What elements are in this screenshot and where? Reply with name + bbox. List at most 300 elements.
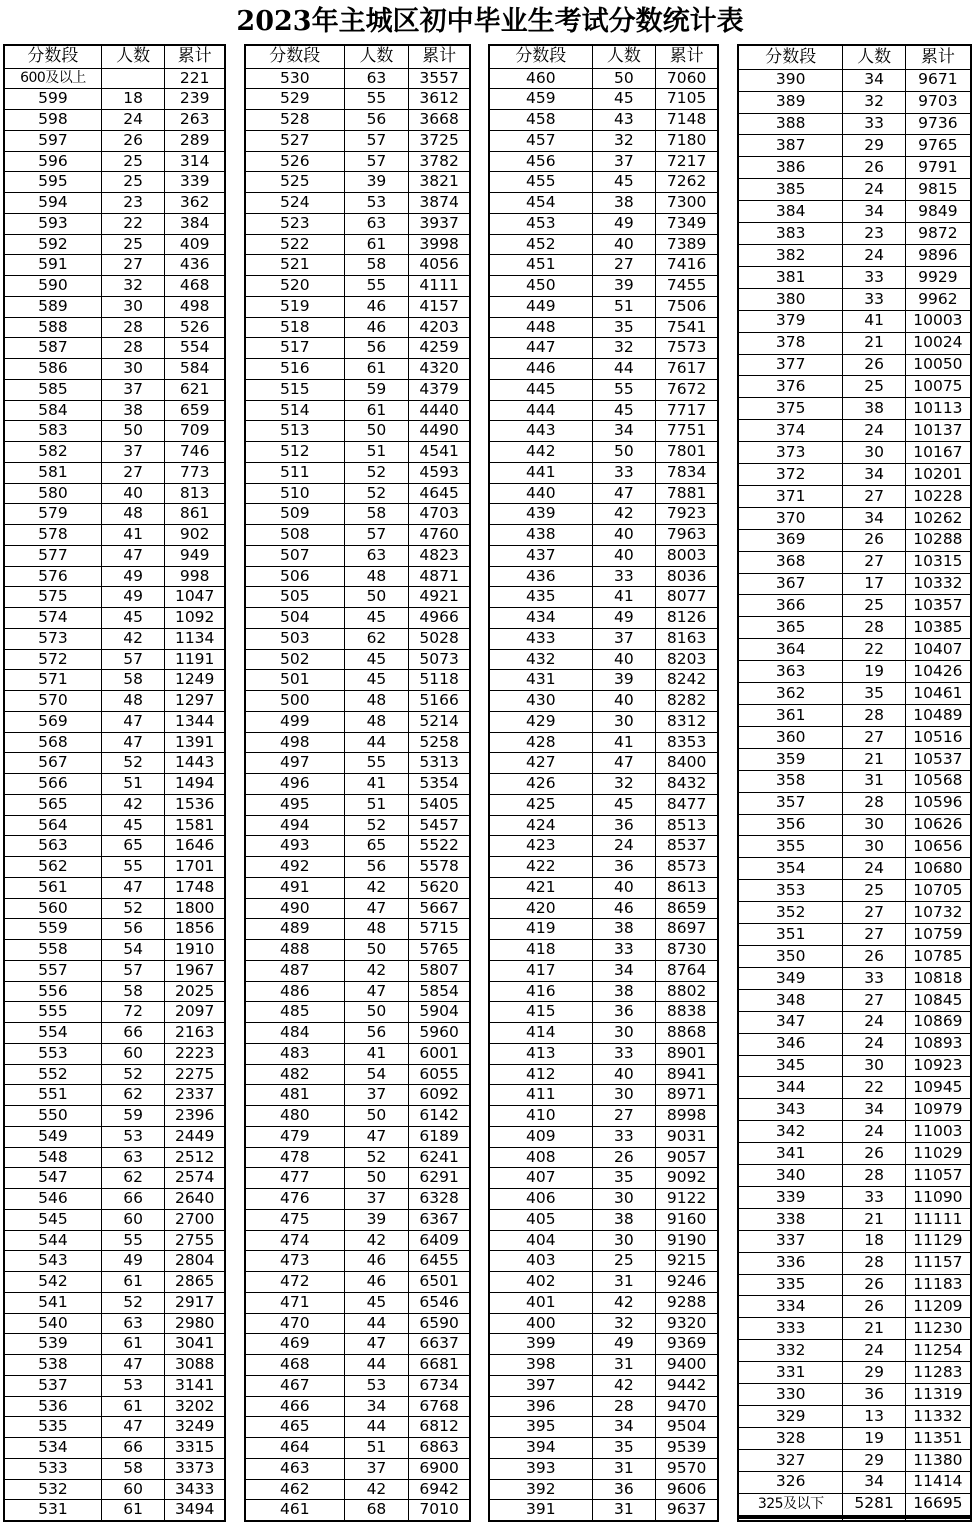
table-row: [5, 919, 224, 940]
table-row: [5, 359, 224, 380]
count-cell: 36: [592, 1479, 656, 1500]
table-row: [5, 1500, 224, 1520]
table-row: [490, 1168, 717, 1189]
score-cell: 527: [246, 130, 344, 151]
cumulative-cell: 8477: [656, 794, 717, 815]
count-cell: 59: [344, 379, 409, 400]
count-cell: 50: [344, 940, 409, 961]
count-cell: 34: [843, 464, 905, 486]
table-row: [490, 815, 717, 836]
count-cell: 35: [592, 1438, 656, 1459]
table-row: [490, 296, 717, 317]
count-cell: 43: [592, 110, 656, 131]
cumulative-cell: 3782: [409, 151, 469, 172]
count-cell: 40: [101, 483, 165, 504]
count-cell: 18: [101, 89, 165, 110]
cumulative-cell: 10489: [905, 705, 970, 727]
score-cell: 562: [5, 857, 101, 878]
score-cell: 529: [246, 89, 344, 110]
cumulative-cell: 239: [165, 89, 224, 110]
count-cell: 57: [344, 130, 409, 151]
count-cell: 65: [101, 836, 165, 857]
score-cell: 387: [739, 135, 843, 157]
count-cell: 24: [843, 1011, 905, 1033]
cumulative-cell: 2097: [165, 1002, 224, 1023]
count-cell: 37: [344, 1458, 409, 1479]
score-cell: 560: [5, 898, 101, 919]
table-row: [490, 711, 717, 732]
count-cell: 62: [101, 1085, 165, 1106]
count-cell: 25: [101, 234, 165, 255]
score-cell: 389: [739, 91, 843, 113]
cumulative-cell: 9606: [656, 1479, 717, 1500]
table-row: [490, 1043, 717, 1064]
cumulative-cell: 2640: [165, 1189, 224, 1210]
count-cell: 22: [843, 1077, 905, 1099]
count-cell: 36: [592, 857, 656, 878]
score-cell: 514: [246, 400, 344, 421]
count-cell: 56: [344, 1023, 409, 1044]
cumulative-cell: 8537: [656, 836, 717, 857]
score-cell: 371: [739, 485, 843, 507]
table-row: [739, 1033, 970, 1055]
score-cell: 542: [5, 1272, 101, 1293]
cumulative-cell: 9962: [905, 288, 970, 310]
cumulative-cell: 1800: [165, 898, 224, 919]
table-row: [5, 110, 224, 131]
cumulative-cell: 1092: [165, 608, 224, 629]
count-cell: 47: [592, 753, 656, 774]
score-cell: 461: [246, 1500, 344, 1520]
table-row: [246, 1292, 469, 1313]
count-cell: 37: [344, 1085, 409, 1106]
score-cell: 496: [246, 774, 344, 795]
cumulative-cell: 6189: [409, 1126, 469, 1147]
score-cell: 431: [490, 670, 592, 691]
cumulative-cell: 861: [165, 504, 224, 525]
count-cell: 42: [592, 1292, 656, 1313]
count-cell: 29: [843, 1449, 905, 1471]
count-cell: 13: [843, 1406, 905, 1428]
count-cell: 45: [344, 608, 409, 629]
table-row: [490, 587, 717, 608]
score-cell: 531: [5, 1500, 101, 1520]
cumulative-cell: 8432: [656, 774, 717, 795]
table-row: [739, 1143, 970, 1165]
count-cell: 32: [101, 276, 165, 297]
table-row: [490, 1417, 717, 1438]
table-row: [739, 1384, 970, 1406]
count-cell: 55: [592, 379, 656, 400]
table-row: [739, 113, 970, 135]
score-cell: 326: [739, 1471, 843, 1493]
count-cell: 29: [843, 135, 905, 157]
table-row: [490, 794, 717, 815]
table-row: [5, 566, 224, 587]
cumulative-cell: 11111: [905, 1208, 970, 1230]
score-cell: 372: [739, 464, 843, 486]
table-row: [490, 898, 717, 919]
cumulative-cell: 9539: [656, 1438, 717, 1459]
cumulative-cell: 8868: [656, 1023, 717, 1044]
score-cell: 392: [490, 1479, 592, 1500]
score-cell: 571: [5, 670, 101, 691]
cumulative-cell: 4823: [409, 545, 469, 566]
score-cell: 564: [5, 815, 101, 836]
cumulative-cell: 7180: [656, 130, 717, 151]
cumulative-cell: 9872: [905, 223, 970, 245]
cumulative-cell: 10315: [905, 551, 970, 573]
count-cell: 25: [101, 151, 165, 172]
cumulative-cell: 6501: [409, 1272, 469, 1293]
score-cell: 400: [490, 1313, 592, 1334]
table-row: [5, 1147, 224, 1168]
score-cell: 337: [739, 1230, 843, 1252]
table-row: [5, 276, 224, 297]
cumulative-cell: 9637: [656, 1500, 717, 1520]
header-row: [490, 46, 717, 68]
score-cell: 553: [5, 1043, 101, 1064]
cumulative-cell: 1134: [165, 628, 224, 649]
cumulative-cell: 11380: [905, 1449, 970, 1471]
score-cell: 565: [5, 794, 101, 815]
cumulative-cell: 384: [165, 213, 224, 234]
cumulative-cell: 8126: [656, 608, 717, 629]
cumulative-cell: 813: [165, 483, 224, 504]
table-row: [246, 1251, 469, 1272]
header-row: [5, 46, 224, 68]
count-cell: 50: [592, 68, 656, 89]
table-row: [739, 858, 970, 880]
cumulative-cell: 9570: [656, 1458, 717, 1479]
cumulative-cell: 902: [165, 525, 224, 546]
cumulative-cell: 9442: [656, 1375, 717, 1396]
table-row: [490, 172, 717, 193]
table-row: [5, 483, 224, 504]
cumulative-cell: 11090: [905, 1186, 970, 1208]
table-row: [246, 1230, 469, 1251]
table-row: [490, 940, 717, 961]
count-cell: 39: [344, 172, 409, 193]
score-cell: 568: [5, 732, 101, 753]
score-cell: 423: [490, 836, 592, 857]
score-cell: 468: [246, 1355, 344, 1376]
count-cell: 27: [101, 462, 165, 483]
cumulative-cell: 6681: [409, 1355, 469, 1376]
count-cell: 34: [843, 69, 905, 91]
cumulative-cell: 10357: [905, 595, 970, 617]
count-cell: 60: [101, 1479, 165, 1500]
table-row: [5, 1023, 224, 1044]
score-cell: 394: [490, 1438, 592, 1459]
score-cell: 427: [490, 753, 592, 774]
cumulative-cell: 6734: [409, 1375, 469, 1396]
table-row: [246, 919, 469, 940]
count-cell: 50: [344, 1002, 409, 1023]
cumulative-cell: 7389: [656, 234, 717, 255]
score-cell: [739, 1519, 843, 1520]
count-cell: 29: [843, 1362, 905, 1384]
score-cell: 415: [490, 1002, 592, 1023]
count-cell: 65: [344, 836, 409, 857]
count-cell: 51: [344, 442, 409, 463]
cumulative-cell: 7617: [656, 359, 717, 380]
score-cell: 483: [246, 1043, 344, 1064]
score-cell: 524: [246, 193, 344, 214]
table-row: [490, 753, 717, 774]
score-cell: 432: [490, 649, 592, 670]
cumulative-cell: 7801: [656, 442, 717, 463]
count-cell: 18: [843, 1230, 905, 1252]
count-cell: 37: [344, 1189, 409, 1210]
count-cell: 62: [101, 1168, 165, 1189]
score-cell: 420: [490, 898, 592, 919]
table-row: [246, 815, 469, 836]
score-cell: 569: [5, 711, 101, 732]
table-row: [739, 1471, 970, 1493]
cumulative-cell: 1748: [165, 877, 224, 898]
count-cell: 37: [101, 379, 165, 400]
score-cell: 335: [739, 1274, 843, 1296]
table-row: [246, 1375, 469, 1396]
score-cell: 485: [246, 1002, 344, 1023]
cumulative-cell: 5354: [409, 774, 469, 795]
table-row: [739, 1011, 970, 1033]
count-cell: 37: [592, 151, 656, 172]
cumulative-cell: 4157: [409, 296, 469, 317]
count-cell: 26: [843, 529, 905, 551]
count-cell: 46: [344, 317, 409, 338]
cumulative-cell: 16695: [905, 1493, 970, 1515]
cumulative-cell: 8697: [656, 919, 717, 940]
cumulative-cell: 3937: [409, 213, 469, 234]
cumulative-cell: 11351: [905, 1427, 970, 1449]
count-cell: 33: [592, 462, 656, 483]
table-row: [246, 130, 469, 151]
cumulative-cell: 9400: [656, 1355, 717, 1376]
table-row: [246, 400, 469, 421]
cumulative-cell: 6241: [409, 1147, 469, 1168]
score-table-4: [737, 44, 972, 1522]
count-cell: 26: [843, 1296, 905, 1318]
count-cell: 57: [101, 649, 165, 670]
table-row: [246, 1002, 469, 1023]
table-row: [5, 815, 224, 836]
cumulative-cell: 998: [165, 566, 224, 587]
score-cell: 454: [490, 193, 592, 214]
count-cell: 24: [843, 858, 905, 880]
count-cell: 57: [344, 151, 409, 172]
count-cell: 44: [344, 1355, 409, 1376]
table-row: [5, 525, 224, 546]
cumulative-cell: 221: [165, 68, 224, 89]
score-cell: 536: [5, 1396, 101, 1417]
table-row: [490, 1064, 717, 1085]
score-table-2: [244, 44, 471, 1522]
score-cell: 563: [5, 836, 101, 857]
score-cell: 521: [246, 255, 344, 276]
table-row: [246, 338, 469, 359]
cumulative-cell: 1967: [165, 960, 224, 981]
cumulative-cell: 2700: [165, 1209, 224, 1230]
table-row: [490, 691, 717, 712]
cumulative-cell: 1494: [165, 774, 224, 795]
count-cell: 28: [843, 1252, 905, 1274]
cumulative-cell: 1297: [165, 691, 224, 712]
table-row: [5, 649, 224, 670]
score-cell: 477: [246, 1168, 344, 1189]
count-cell: 24: [101, 110, 165, 131]
cumulative-cell: 10732: [905, 902, 970, 924]
count-cell: 52: [101, 898, 165, 919]
table-row: [739, 266, 970, 288]
cumulative-cell: 6900: [409, 1458, 469, 1479]
table-row: [739, 945, 970, 967]
table-row: [739, 1121, 970, 1143]
score-cell: 589: [5, 296, 101, 317]
table-row: [246, 483, 469, 504]
table-row: [490, 151, 717, 172]
table-row: [490, 359, 717, 380]
cumulative-cell: 3373: [165, 1458, 224, 1479]
score-cell: 586: [5, 359, 101, 380]
cumulative-cell: 9849: [905, 201, 970, 223]
count-cell: 34: [843, 1099, 905, 1121]
table-row: [246, 1417, 469, 1438]
count-cell: 26: [843, 1274, 905, 1296]
score-cell: 384: [739, 201, 843, 223]
count-cell: 42: [101, 794, 165, 815]
table-row: [739, 967, 970, 989]
table-row: [490, 608, 717, 629]
score-cell: 410: [490, 1106, 592, 1127]
cumulative-cell: 8312: [656, 711, 717, 732]
score-cell: 452: [490, 234, 592, 255]
score-cell: 530: [246, 68, 344, 89]
table-row: [5, 1417, 224, 1438]
score-cell: 469: [246, 1334, 344, 1355]
count-cell: 59: [101, 1106, 165, 1127]
count-cell: 47: [344, 981, 409, 1002]
score-cell: 543: [5, 1251, 101, 1272]
score-cell: 488: [246, 940, 344, 961]
score-cell: 331: [739, 1362, 843, 1384]
count-cell: 27: [843, 902, 905, 924]
header-count: 人数: [843, 46, 905, 69]
table-row: [246, 877, 469, 898]
count-cell: 50: [344, 1168, 409, 1189]
table-row: [739, 595, 970, 617]
score-cell: 510: [246, 483, 344, 504]
score-cell: 584: [5, 400, 101, 421]
table-row: [490, 421, 717, 442]
score-cell: 350: [739, 945, 843, 967]
score-cell: 515: [246, 379, 344, 400]
cumulative-cell: 10923: [905, 1055, 970, 1077]
score-cell: 369: [739, 529, 843, 551]
count-cell: 52: [101, 1292, 165, 1313]
count-cell: 42: [344, 1479, 409, 1500]
count-cell: 72: [101, 1002, 165, 1023]
table-row: [739, 1296, 970, 1318]
table-row: [246, 1043, 469, 1064]
cumulative-cell: 9791: [905, 157, 970, 179]
cumulative-cell: 6863: [409, 1438, 469, 1459]
score-cell: 540: [5, 1313, 101, 1334]
count-cell: 40: [592, 1064, 656, 1085]
score-cell: 447: [490, 338, 592, 359]
count-cell: 34: [843, 201, 905, 223]
count-cell: 33: [592, 566, 656, 587]
table-row: [5, 1438, 224, 1459]
score-cell: 383: [739, 223, 843, 245]
score-cell: 486: [246, 981, 344, 1002]
table-row: [5, 587, 224, 608]
table-row: [246, 151, 469, 172]
cumulative-cell: 6812: [409, 1417, 469, 1438]
score-cell: 470: [246, 1313, 344, 1334]
count-cell: 46: [592, 898, 656, 919]
score-cell: 418: [490, 940, 592, 961]
cumulative-cell: 11129: [905, 1230, 970, 1252]
table-row: [5, 379, 224, 400]
cumulative-cell: 5522: [409, 836, 469, 857]
score-cell: 428: [490, 732, 592, 753]
score-cell: 451: [490, 255, 592, 276]
count-cell: 28: [592, 1396, 656, 1417]
table-row: [246, 1500, 469, 1520]
table-row: [246, 379, 469, 400]
count-cell: 28: [101, 338, 165, 359]
count-cell: 66: [101, 1189, 165, 1210]
cumulative-cell: 6328: [409, 1189, 469, 1210]
count-cell: 61: [101, 1500, 165, 1520]
table-row: [490, 338, 717, 359]
cumulative-cell: 5073: [409, 649, 469, 670]
cumulative-cell: 746: [165, 442, 224, 463]
table-row: [246, 234, 469, 255]
table-row: [739, 1055, 970, 1077]
table-row: [246, 1189, 469, 1210]
table-row: [246, 1168, 469, 1189]
table-row: [246, 1458, 469, 1479]
count-cell: 27: [101, 255, 165, 276]
count-cell: 63: [101, 1313, 165, 1334]
score-cell: 362: [739, 683, 843, 705]
count-cell: 61: [101, 1334, 165, 1355]
score-cell: 370: [739, 507, 843, 529]
count-cell: 45: [344, 1292, 409, 1313]
score-cell: 354: [739, 858, 843, 880]
count-cell: 52: [101, 1064, 165, 1085]
table-row: [739, 1077, 970, 1099]
count-cell: 30: [843, 836, 905, 858]
score-cell: 397: [490, 1375, 592, 1396]
score-cell: 597: [5, 130, 101, 151]
cumulative-cell: 9288: [656, 1292, 717, 1313]
header-count: 人数: [344, 46, 409, 68]
score-cell: 479: [246, 1126, 344, 1147]
score-cell: 581: [5, 462, 101, 483]
cumulative-cell: 7217: [656, 151, 717, 172]
count-cell: 30: [843, 442, 905, 464]
cumulative-cell: 4111: [409, 276, 469, 297]
cumulative-cell: 8998: [656, 1106, 717, 1127]
count-cell: 30: [592, 1230, 656, 1251]
score-cell: 393: [490, 1458, 592, 1479]
cumulative-cell: 436: [165, 255, 224, 276]
table-row: [246, 1085, 469, 1106]
